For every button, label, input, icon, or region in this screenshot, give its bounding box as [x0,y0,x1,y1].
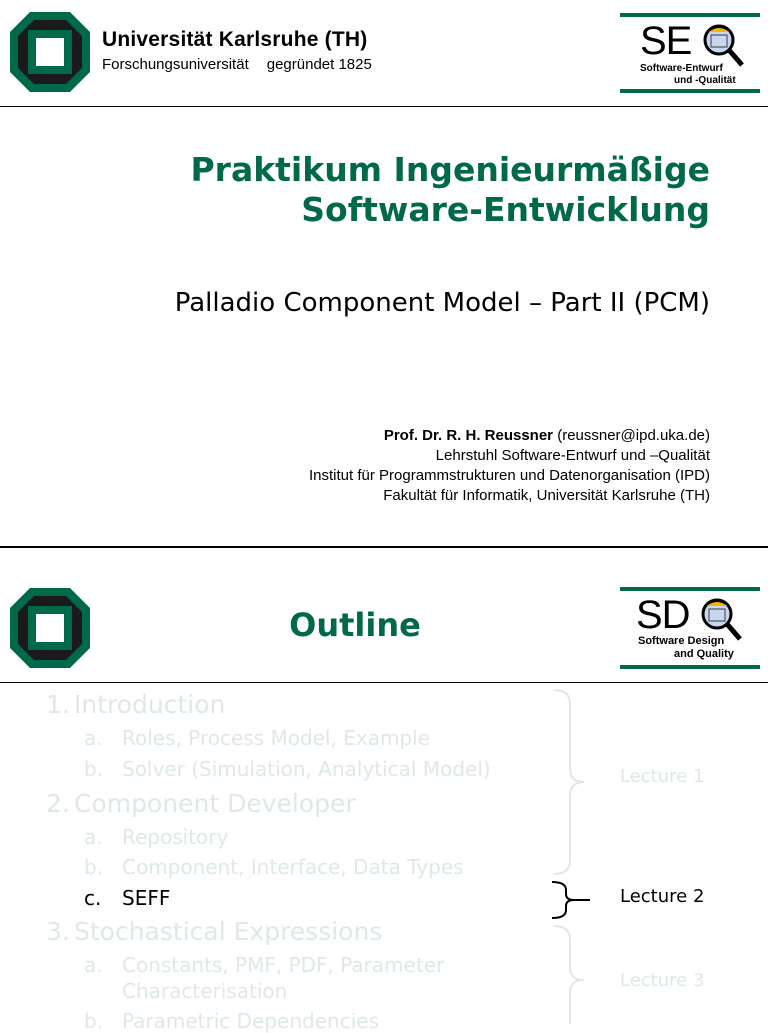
sdq-logo-letters: SD [636,593,690,637]
slide-separator [0,546,768,548]
outline-subitem [84,953,444,977]
header-divider [0,106,768,107]
outline-subitem [84,825,228,849]
sdq-logo-line1: Software Design [638,635,725,647]
outline-title: Outline [289,606,421,644]
item-label: Stochastical Expressions [74,917,383,946]
subitem-label: Characterisation [122,979,288,1003]
subitem-label: Parametric Dependencies [122,1009,379,1033]
seq-logo-letters: SE [640,19,692,63]
subitem-label: Constants, PMF, PDF, Parameter [122,953,445,977]
brace-lecture-1 [548,688,588,878]
outline-subitem [84,726,430,750]
subitem-label: Solver (Simulation, Analytical Model) [122,757,491,781]
subitem-number: b. [84,757,104,781]
sdq-logo [620,587,760,669]
subitem-number: b. [84,1009,104,1033]
affiliation-faculty: Fakultät für Informatik, Universität Karlsruhe (TH) [383,487,710,504]
subitem-number: b. [84,855,104,879]
subitem-label: Component, Interface, Data Types [122,855,464,879]
seq-logo [620,13,760,95]
author-email: (reussner@ipd.uka.de) [553,427,710,444]
subitem-label: Roles, Process Model, Example [122,726,430,750]
affiliation-chair: Lehrstuhl Software-Entwurf und –Qualität [435,447,710,464]
university-tagline [102,56,372,73]
brace-lecture-3 [548,924,588,1024]
outline-subitem-seff [84,886,170,910]
outline-item-introduction [46,690,225,719]
university-logo [10,12,90,92]
slide-title [190,150,710,230]
item-number: 3. [46,917,70,946]
seq-logo-line1: Software-Entwurf [640,63,723,74]
lecture-3-label: Lecture 3 [620,970,705,991]
subitem-number: a. [84,825,103,849]
subitem-number: c. [84,886,102,910]
lecture-1-label: Lecture 1 [620,766,705,787]
item-number: 1. [46,690,70,719]
slide-subtitle: Palladio Component Model – Part II (PCM) [174,288,710,318]
title-line-2: Software-Entwicklung [301,190,710,229]
subitem-label: SEFF [122,886,171,910]
seq-logo-line2: und -Qualität [674,75,736,86]
founded-text: gegründet 1825 [266,56,372,73]
outline-subitem [84,855,464,879]
outline-header-divider [0,682,768,683]
outline-subitem [84,979,287,1003]
author-line [309,426,710,446]
outline-item-stochastical-expressions [46,917,382,946]
university-name: Universität Karlsruhe (TH) [102,28,368,51]
item-label: Introduction [74,690,226,719]
outline-subitem [84,757,491,781]
author-block [309,426,710,506]
item-label: Component Developer [74,789,356,818]
outline-subitem [84,1009,379,1033]
affiliation-institute: Institut für Programmstrukturen und Datenorganisation (IPD) [308,467,710,484]
subitem-number: a. [84,953,103,977]
brace-lecture-2 [548,880,592,920]
outline-item-component-developer [46,789,356,818]
sdq-logo-line2: and Quality [674,648,734,660]
subitem-label: Repository [122,825,229,849]
item-number: 2. [46,789,70,818]
subitem-number: a. [84,726,103,750]
title-line-1: Praktikum Ingenieurmäßige [190,150,710,189]
lecture-2-label: Lecture 2 [620,886,705,907]
author-name: Prof. Dr. R. H. Reussner [383,427,554,444]
tagline-text: Forschungsuniversität [102,56,249,73]
